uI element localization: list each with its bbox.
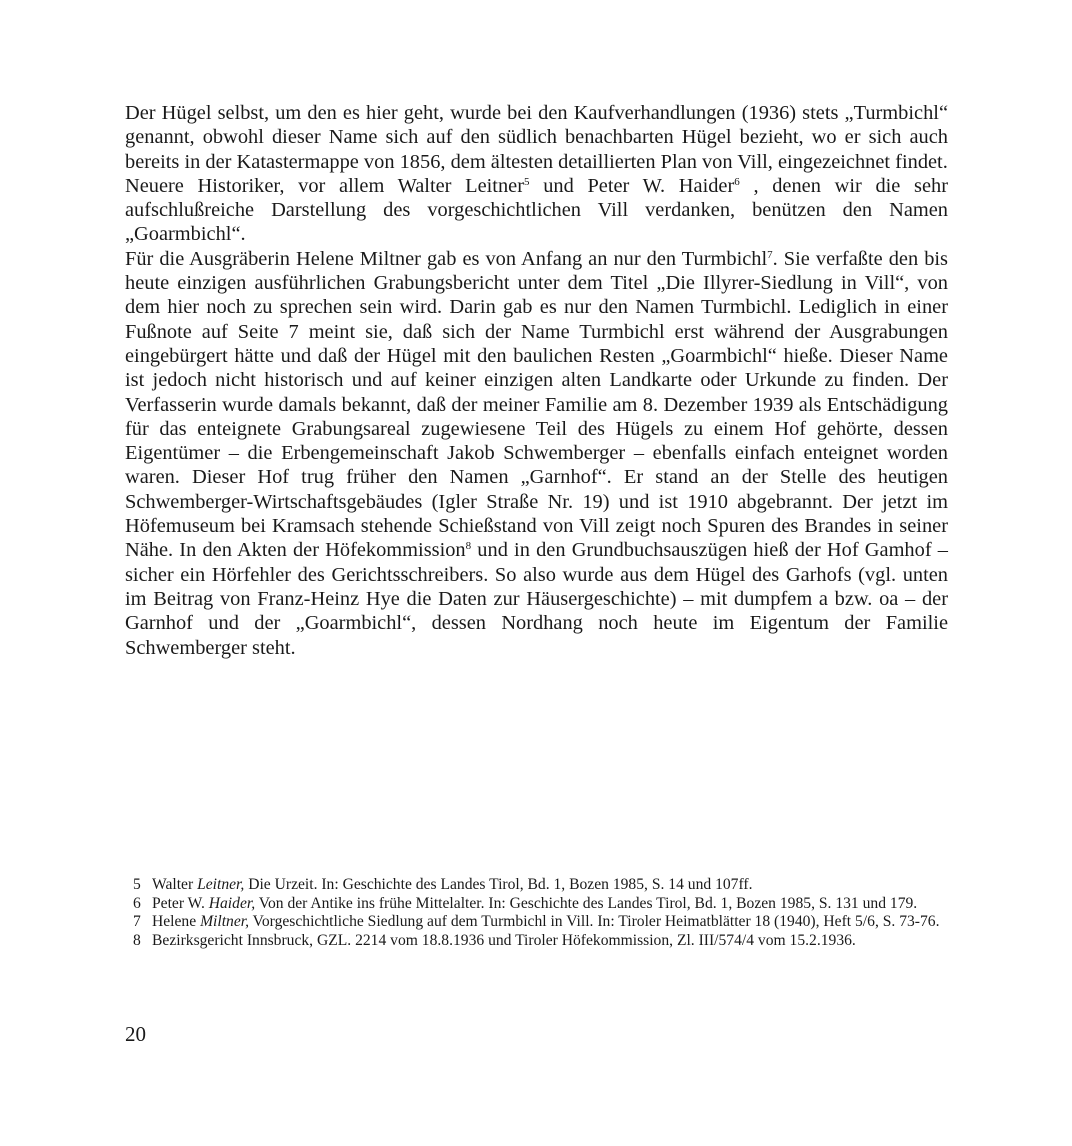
footnote bbox=[133, 932, 948, 950]
footnotes bbox=[133, 876, 948, 950]
author-name: Haider, bbox=[208, 894, 256, 912]
author-name: Leitner, bbox=[197, 876, 245, 893]
body-text bbox=[125, 101, 948, 660]
footnote-number: 7 bbox=[133, 913, 141, 931]
footnote-number: 8 bbox=[133, 931, 141, 949]
footnote bbox=[133, 895, 948, 913]
footnote-text-part: Helene bbox=[152, 913, 201, 931]
paragraph-text: Neuere Historiker, vor allem Walter Leitner bbox=[125, 174, 525, 197]
footnote-text-part: Bezirksgericht Innsbruck, GZL. 2214 vom 18.8.1936 und Tiroler Höfekommission, Zl. III/574/4 vom 15.2.1936. bbox=[152, 931, 856, 949]
footnote-text-part: Vorgeschichtliche Siedlung auf dem Turmbichl in Vill. In: Tiroler Heimatblätter 18 (1940), Heft 5/6, S. 73-76. bbox=[249, 913, 940, 931]
page-number: 20 bbox=[125, 1022, 146, 1046]
footnote-number: 6 bbox=[133, 894, 141, 912]
author-name: Miltner, bbox=[200, 913, 250, 931]
paragraph-text: und in den Grundbuchsauszügen hieß der Hof Gamhof – sicher ein Hörfehler des Gerichtsschreibers. So also wurde aus dem Hügel des Garhofs (vgl. unten im Beitrag von Franz-Heinz Hye die Daten zur Häusergeschichte) – mit dumpfem a bzw. oa – der Garnhof und der „Goarmbichl“, dessen Nordhang noch heute im Eigentum der Familie Schwemberger steht. bbox=[125, 539, 948, 659]
footnote-text bbox=[152, 932, 948, 950]
paragraph-text: . Sie verfaßte den bis heute einzigen ausführlichen Grabungsbericht unter dem Titel „Die Illyrer-Siedlung in Vill“, von dem hier noch zu sprechen sein wird. Darin gab es nur den Namen Turmbichl. Lediglich in einer Fußnote auf Seite 7 meint sie, daß sich der Name Turmbichl erst während der Ausgrabungen eingebürgert hätte und daß der Hügel mit den baulichen Resten „Goarmbichl“ hieße. Dieser Name ist jedoch nicht historisch und auf keiner einzigen alten Landkarte oder Urkunde zu finden. Der Verfasserin wurde damals bekannt, daß der meiner Familie am 8. Dezember 1939 als Entschädigung für das enteignete Grabungsareal zugewiesene Teil des Hügels zu einem Hof gehörte, dessen Eigentümer – die Erbengemeinschaft Jakob Schwemberger – ebenfalls einfach enteignet worden waren. Dieser Hof trug früher den Namen „Garnhof“. Er stand an der Stelle des heutigen Schwemberger-Wirtschaftsgebäudes (Igler Straße Nr. 19) und ist 1910 abgebrannt. Der jetzt im Höfemuseum bei Kramsach stehende Schießstand von Vill zeigt noch Spuren des Brandes in seiner Nähe. In den Akten der Höfekommission bbox=[125, 247, 948, 562]
body-paragraph bbox=[125, 174, 948, 247]
paragraph-text: Der Hügel selbst, um den es hier geht, wurde bei den Kaufverhandlungen (1936) stets „Turmbichl“ genannt, obwohl dieser Name sich auf den südlich benachbarten Hügel bezieht, wo er sich auch bereits in der Katastermappe von 1856, dem ältesten detaillierten Plan von Vill, eingezeichnet findet. bbox=[125, 102, 948, 173]
paragraph-text: Für die Ausgräberin Helene Miltner gab es von Anfang an nur den Turmbichl bbox=[125, 247, 768, 270]
footnote-text-part: Peter W. bbox=[152, 894, 209, 912]
footnote-text-part: Die Urzeit. In: Geschichte des Landes Tirol, Bd. 1, Bozen 1985, S. 14 und 107ff. bbox=[244, 876, 753, 893]
footnote-reference: 7 bbox=[767, 248, 773, 261]
footnote-number: 5 bbox=[133, 876, 141, 893]
body-paragraph bbox=[125, 247, 948, 660]
footnote-reference: 5 bbox=[524, 175, 530, 188]
footnote-text bbox=[152, 913, 948, 931]
footnote bbox=[133, 876, 948, 894]
footnote-text-part: Walter bbox=[152, 876, 198, 893]
footnote-text bbox=[152, 895, 948, 913]
paragraph-text: und Peter W. Haider bbox=[529, 174, 735, 197]
footnote-reference: 8 bbox=[465, 540, 472, 553]
footnote-reference: 6 bbox=[734, 175, 740, 188]
paragraph-text: , denen wir die sehr aufschlußreiche Darstellung des vorgeschichtlichen Vill verdanken, benützen den Namen „Goarmbichl“. bbox=[125, 174, 949, 246]
footnote bbox=[133, 913, 948, 931]
footnote-text-part: Von der Antike ins frühe Mittelalter. In: Geschichte des Landes Tirol, Bd. 1, Bozen 1985, S. 131 und 179. bbox=[255, 894, 918, 912]
body-paragraph bbox=[125, 101, 948, 174]
footnote-text bbox=[152, 876, 948, 894]
